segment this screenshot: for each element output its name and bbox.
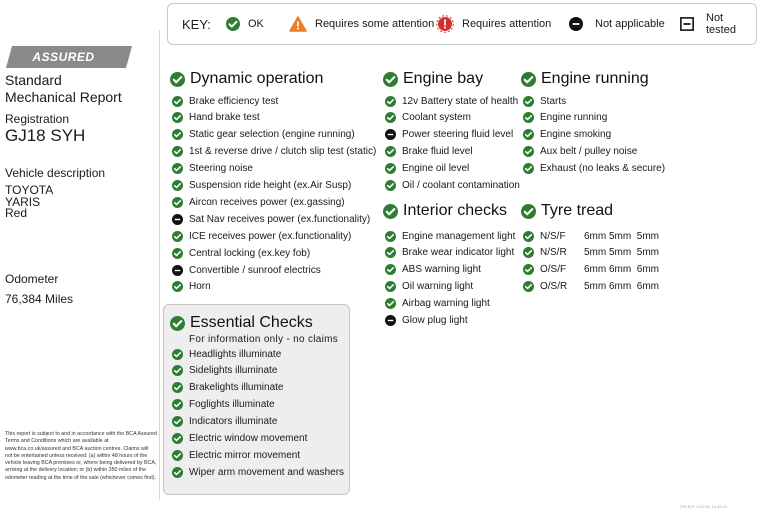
footer-code: 335 B72 1232.02 10.46.01 xyxy=(680,504,728,509)
check-icon xyxy=(172,96,183,107)
section-heading-engine-running xyxy=(521,70,649,88)
terms-disclaimer: This report is subject to and in accordance with the BCA Assured Terms and Conditions which are available at www.bca.co.uk/assured and BCA auction centres. Claims will not be entertained unless received: (a) within 48 hours of the vehicle leaving BCA premises or, where being delivered by BCA, arriving at the delivery location; or (b) within 350 miles of the odometer reading at the time of the sale (whichever comes first). xyxy=(5,431,157,481)
check-item-label: Central locking (ex.key fob) xyxy=(189,247,311,259)
check-item xyxy=(172,212,370,226)
check-icon xyxy=(172,248,183,259)
check-item-label: Convertible / sunroof electrics xyxy=(189,264,321,276)
check-icon xyxy=(172,365,183,376)
report-title-line2: Mechanical Report xyxy=(5,89,122,105)
check-icon xyxy=(383,72,398,87)
check-item xyxy=(172,448,300,462)
check-item-label: Steering noise xyxy=(189,163,253,175)
check-item-label: Static gear selection (engine running) xyxy=(189,129,355,141)
minus-icon xyxy=(385,315,396,326)
check-item-label: Sidelights illuminate xyxy=(189,365,278,377)
check-icon xyxy=(172,399,183,410)
check-icon xyxy=(385,281,396,292)
check-icon xyxy=(172,163,183,174)
report-title-line1: Standard xyxy=(5,72,62,88)
odometer-value: 76,384 Miles xyxy=(5,292,74,306)
vehicle-make: TOYOTA xyxy=(5,183,54,197)
report-title xyxy=(5,72,122,106)
check-item-label: Electric mirror movement xyxy=(189,449,301,461)
key-item-ok xyxy=(226,10,264,38)
check-item xyxy=(172,364,277,378)
check-icon xyxy=(521,204,536,219)
registration-label: Registration xyxy=(5,112,70,126)
check-icon xyxy=(385,247,396,258)
check-item xyxy=(385,179,520,193)
check-item-label: Horn xyxy=(189,281,211,293)
section-title: Engine running xyxy=(541,70,649,87)
check-item xyxy=(385,280,473,294)
tyre-readings: 6mm 6mm 6mm xyxy=(584,264,659,276)
section-heading-dynamic xyxy=(170,70,323,88)
check-item-label: Oil warning light xyxy=(402,281,474,293)
check-item xyxy=(385,94,518,108)
check-icon xyxy=(523,129,534,140)
check-item xyxy=(385,128,513,142)
check-item-label: ICE receives power (ex.functionality) xyxy=(189,230,352,242)
vehicle-description xyxy=(5,185,53,220)
check-item xyxy=(172,347,281,361)
check-item xyxy=(523,128,611,142)
key-legend xyxy=(167,3,757,45)
key-item-attention xyxy=(436,10,551,38)
tyre-position: N/S/R xyxy=(540,247,567,259)
section-title: Engine bay xyxy=(403,70,484,87)
minus-icon xyxy=(385,129,396,140)
check-item-label: Engine smoking xyxy=(540,129,612,141)
check-item-label: Sat Nav receives power (ex.functionality) xyxy=(189,213,371,225)
tyre-row xyxy=(523,246,659,260)
section-heading-essential xyxy=(170,314,313,332)
warning-triangle-icon xyxy=(289,16,307,32)
check-item xyxy=(385,145,473,159)
check-icon xyxy=(523,231,534,242)
check-item xyxy=(172,246,310,260)
check-icon xyxy=(385,96,396,107)
check-icon xyxy=(172,146,183,157)
check-item xyxy=(172,398,275,412)
check-item xyxy=(172,415,277,429)
key-title: KEY: xyxy=(182,17,211,32)
key-label-not-tested: Not tested xyxy=(706,12,736,36)
check-item-label: Oil / coolant contamination xyxy=(402,180,520,191)
check-icon xyxy=(172,231,183,242)
key-item-not-applicable xyxy=(569,10,665,38)
check-item xyxy=(172,195,345,209)
check-icon xyxy=(385,146,396,157)
tyre-readings: 6mm 5mm 5mm xyxy=(584,230,659,242)
check-item-label: Aux belt / pulley noise xyxy=(540,146,638,158)
check-icon xyxy=(521,72,536,87)
check-icon xyxy=(523,146,534,157)
check-icon xyxy=(383,204,398,219)
check-icon xyxy=(172,349,183,360)
check-item-label: Foglights illuminate xyxy=(189,399,275,411)
key-label-not-applicable: Not applicable xyxy=(595,18,665,30)
vehicle-colour: Red xyxy=(5,206,28,220)
check-icon xyxy=(385,298,396,309)
check-item xyxy=(172,162,253,176)
check-item xyxy=(385,297,490,311)
check-icon xyxy=(172,382,183,393)
check-item xyxy=(172,229,351,243)
check-item xyxy=(385,314,468,328)
check-icon xyxy=(523,96,534,107)
check-item xyxy=(523,111,607,125)
check-item-label: Starts xyxy=(540,95,567,107)
check-item xyxy=(523,145,637,159)
alert-icon xyxy=(436,15,454,33)
check-icon xyxy=(385,163,396,174)
tyre-position: O/S/F xyxy=(540,264,567,276)
odometer-label: Odometer xyxy=(5,272,59,286)
minus-icon xyxy=(172,214,183,225)
check-item-label: Brakelights illuminate xyxy=(189,382,284,394)
check-item-label: 1st & reverse drive / clutch slip test (static) xyxy=(189,146,377,158)
section-heading-tyres xyxy=(521,202,613,220)
registration-value: GJ18 SYH xyxy=(5,126,86,145)
check-item-label: ABS warning light xyxy=(402,264,481,276)
check-item-label: Brake fluid level xyxy=(402,146,473,158)
check-icon xyxy=(172,450,183,461)
check-item-label: Suspension ride height (ex.Air Susp) xyxy=(189,180,352,191)
check-item-label: Engine management light xyxy=(402,230,516,242)
key-label-attention: Requires attention xyxy=(462,18,552,30)
minus-icon xyxy=(569,17,583,31)
check-item xyxy=(172,465,344,479)
check-item-label: Engine running xyxy=(540,112,608,124)
vehicle-description-label: Vehicle description xyxy=(5,166,106,180)
check-item-label: Airbag warning light xyxy=(402,298,490,310)
minus-icon xyxy=(172,265,183,276)
check-icon xyxy=(172,180,183,191)
check-item xyxy=(385,229,515,243)
check-icon xyxy=(226,17,240,31)
check-item xyxy=(172,145,376,159)
check-icon xyxy=(172,129,183,140)
tyre-readings: 5mm 6mm 6mm xyxy=(584,281,659,293)
tyre-row xyxy=(523,229,659,243)
section-title: Interior checks xyxy=(403,202,508,219)
check-item xyxy=(172,111,260,125)
check-item-label: Coolant system xyxy=(402,112,471,124)
key-item-not-tested xyxy=(680,10,756,38)
check-icon xyxy=(523,163,534,174)
check-item xyxy=(385,263,481,277)
check-icon xyxy=(385,264,396,275)
check-item-label: Brake wear indicator light xyxy=(402,247,515,259)
tyre-position: O/S/R xyxy=(540,281,568,293)
check-icon xyxy=(170,316,185,331)
check-item xyxy=(385,246,514,260)
check-item xyxy=(385,162,469,176)
check-item xyxy=(172,381,284,395)
check-item-label: Indicators illuminate xyxy=(189,416,278,428)
tyre-position: N/S/F xyxy=(540,230,566,242)
check-item xyxy=(523,162,665,176)
check-icon xyxy=(385,112,396,123)
section-title: Tyre tread xyxy=(541,202,614,219)
check-icon xyxy=(172,112,183,123)
check-item-label: Brake efficiency test xyxy=(189,95,279,107)
check-icon xyxy=(523,281,534,292)
key-label-some-attention: Requires some attention xyxy=(315,18,435,30)
check-icon xyxy=(172,467,183,478)
check-icon xyxy=(172,281,183,292)
check-item-label: 12v Battery state of health xyxy=(402,95,519,107)
section-title: Essential Checks xyxy=(190,314,313,331)
assured-badge-text: ASSURED xyxy=(32,50,95,64)
check-icon xyxy=(385,231,396,242)
check-item xyxy=(172,432,307,446)
tyre-row xyxy=(523,263,659,277)
key-item-some-attention xyxy=(289,10,434,38)
check-icon xyxy=(170,72,185,87)
section-heading-engine-bay xyxy=(383,70,483,88)
check-icon xyxy=(172,433,183,444)
check-item-label: Exhaust (no leaks & secure) xyxy=(540,163,666,175)
tyre-readings: 5mm 5mm 5mm xyxy=(584,247,659,259)
vehicle-model: YARIS xyxy=(5,194,41,209)
tyre-row xyxy=(523,280,659,294)
check-item-label: Power steering fluid level xyxy=(402,129,514,141)
check-item xyxy=(172,280,211,294)
check-item xyxy=(172,263,321,277)
check-item-label: Headlights illuminate xyxy=(189,348,282,360)
check-icon xyxy=(172,197,183,208)
check-icon xyxy=(523,112,534,123)
check-item-label: Aircon receives power (ex.gassing) xyxy=(189,196,345,208)
section-title: Dynamic operation xyxy=(190,70,324,87)
check-icon xyxy=(385,180,396,191)
assured-badge xyxy=(6,46,132,68)
check-item-label: Wiper arm movement and washers xyxy=(189,466,345,478)
check-icon xyxy=(523,264,534,275)
section-heading-interior xyxy=(383,202,507,220)
not-tested-icon xyxy=(680,17,694,31)
check-icon xyxy=(523,247,534,258)
check-item xyxy=(172,128,355,142)
check-icon xyxy=(172,416,183,427)
check-item xyxy=(172,94,278,108)
check-item-label: Engine oil level xyxy=(402,163,470,175)
check-item xyxy=(172,179,351,193)
check-item-label: Electric window movement xyxy=(189,433,308,444)
check-item-label: Glow plug light xyxy=(402,315,468,326)
left-column-divider xyxy=(159,30,160,500)
key-label-ok: OK xyxy=(248,18,264,30)
check-item xyxy=(385,111,471,125)
check-item xyxy=(523,94,566,108)
essential-checks-subtitle: For information only - no claims xyxy=(189,334,339,345)
check-item-label: Hand brake test xyxy=(189,112,260,124)
